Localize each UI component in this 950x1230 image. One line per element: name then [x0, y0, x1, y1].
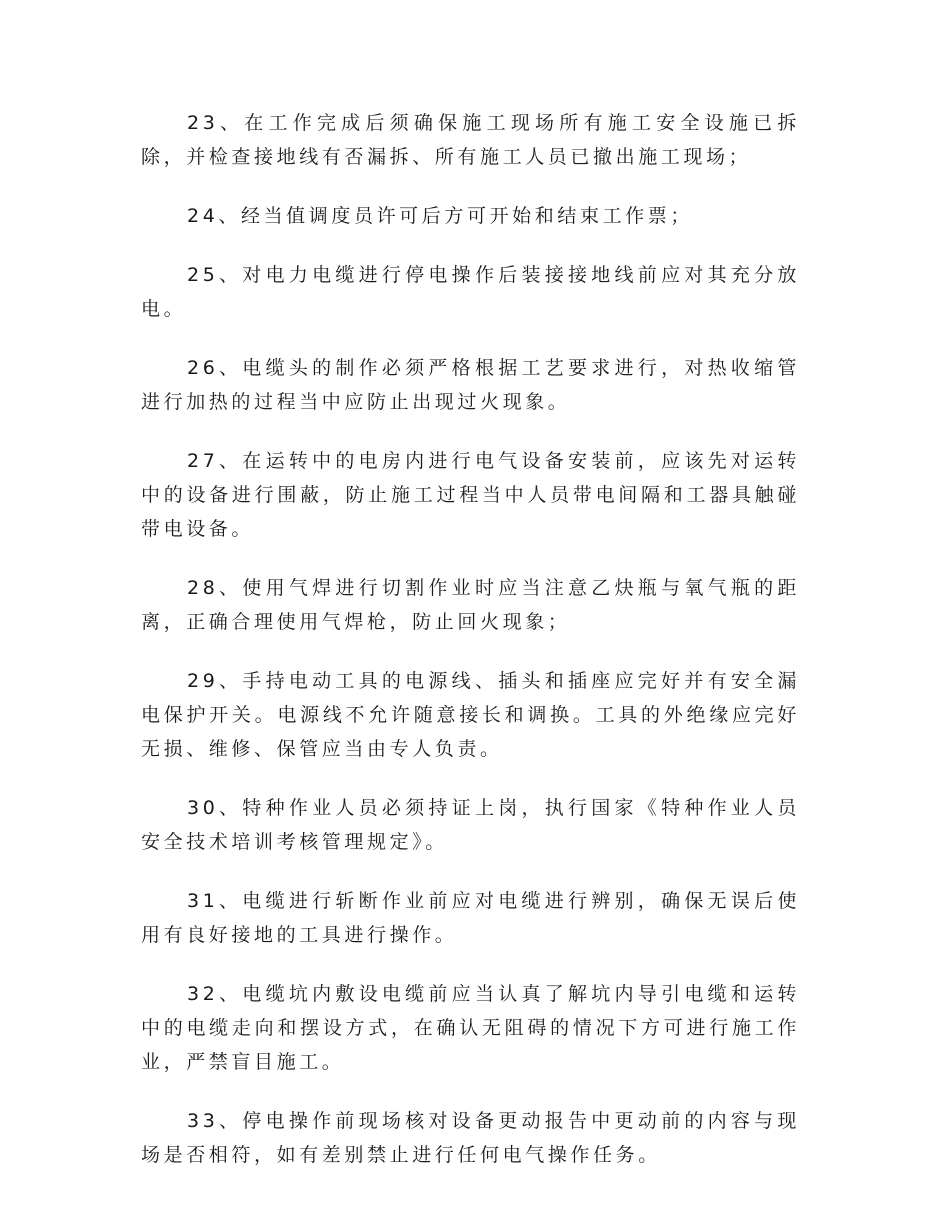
paragraph-item-24: 24、经当值调度员许可后方可开始和结束工作票；	[187, 205, 693, 227]
paragraph-item-28: 28、使用气焊进行切割作业时应当注意乙炔瓶与氧气瓶的距离，正确合理使用气焊枪，防止回火现象；	[141, 577, 800, 633]
paragraph-item-31: 31、电缆进行斩断作业前应对电缆进行辨别，确保无误后使用有良好接地的工具进行操作。	[141, 890, 800, 946]
paragraph-item-33: 33、停电操作前现场核对设备更动报告中更动前的内容与现场是否相符，如有差别禁止进行任何电气操作任务。	[141, 1110, 800, 1166]
paragraph-item-32: 32、电缆坑内敷设电缆前应当认真了解坑内导引电缆和运转中的电缆走向和摆设方式，在确认无阻碍的情况下方可进行施工作业，严禁盲目施工。	[141, 983, 800, 1073]
paragraph-item-25: 25、对电力电缆进行停电操作后装接接地线前应对其充分放电。	[141, 264, 800, 320]
paragraph-item-26: 26、电缆头的制作必须严格根据工艺要求进行，对热收缩管进行加热的过程当中应防止出现过火现象。	[141, 357, 800, 413]
paragraph-item-23: 23、在工作完成后须确保施工现场所有施工安全设施已拆除，并检查接地线有否漏拆、所有施工人员已撤出施工现场；	[141, 112, 800, 168]
paragraph-item-30: 30、特种作业人员必须持证上岗，执行国家《特种作业人员安全技术培训考核管理规定》。	[141, 797, 800, 853]
paragraph-item-29: 29、手持电动工具的电源线、插头和插座应完好并有安全漏电保护开关。电源线不允许随意接长和调换。工具的外绝缘应完好无损、维修、保管应当由专人负责。	[141, 670, 800, 760]
paragraph-item-27: 27、在运转中的电房内进行电气设备安装前，应该先对运转中的设备进行围蔽，防止施工过程当中人员带电间隔和工器具触碰带电设备。	[141, 450, 800, 540]
